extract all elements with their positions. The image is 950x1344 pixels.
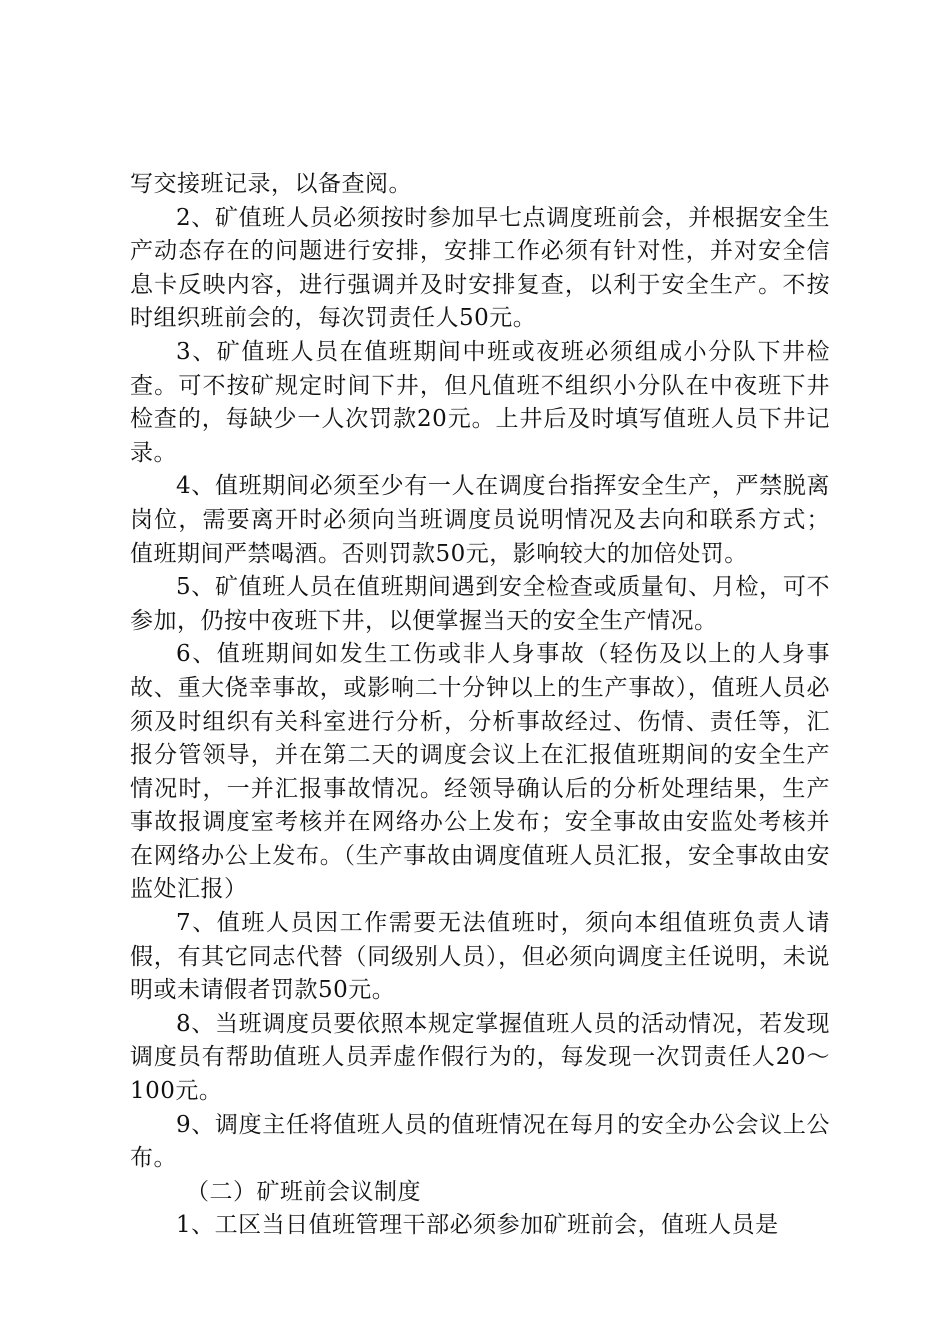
paragraph-7: 7、值班人员因工作需要无法值班时，须向本组值班负责人请假，有其它同志代替（同级别人员），但必须向调度主任说明，未说明或未请假者罚款50元。 (130, 910, 830, 1004)
paragraph-2: 2、矿值班人员必须按时参加早七点调度班前会，并根据安全生产动态存在的问题进行安排，安排工作必须有针对性，并对安全信息卡反映内容，进行强调并及时安排复查，以利于安全生产。不按时组织班前会的，每次罚责任人50元。 (130, 204, 830, 332)
paragraph-4: 4、值班期间必须至少有一人在调度台指挥安全生产，严禁脱离岗位，需要离开时必须向当班调度员说明情况及去向和联系方式；值班期间严禁喝酒。否则罚款50元，影响较大的加倍处罚。 (130, 473, 830, 567)
paragraph-5: 5、矿值班人员在值班期间遇到安全检查或质量旬、月检，可不参加，仍按中夜班下井，以便掌握当天的安全生产情况。 (130, 574, 830, 634)
paragraph-1: 写交接班记录，以备查阅。 (130, 171, 412, 197)
document-body (130, 168, 830, 1243)
paragraph-8: 8、当班调度员要依照本规定掌握值班人员的活动情况，若发现调度员有帮助值班人员弄虚作假行为的，每发现一次罚责任人20～100元。 (130, 1010, 830, 1105)
paragraph-9: 9、调度主任将值班人员的值班情况在每月的安全办公会议上公布。 (130, 1111, 830, 1172)
paragraph-11: 1、工区当日值班管理干部必须参加矿班前会，值班人员是 (176, 1212, 779, 1239)
paragraph-6: 6、值班期间如发生工伤或非人身事故（轻伤及以上的人身事故、重大侥幸事故，或影响二十分钟以上的生产事故），值班人员必须及时组织有关科室进行分析，分析事故经过、伤情、责任等，汇报分管领导，并在第二天的调度会议上在汇报值班期间的安全生产情况时，一并汇报事故情况。经领导确认后的分析处理结果，生产事故报调度室考核并在网络办公上发布；安全事故由安监处考核并在网络办公上发布。（生产事故由调度值班人员汇报，安全事故由安监处汇报） (130, 641, 830, 903)
section-heading: （二）矿班前会议制度 (186, 1178, 421, 1205)
paragraph-3: 3、矿值班人员在值班期间中班或夜班必须组成小分队下井检查。可不按矿规定时间下井，但凡值班不组织小分队在中夜班下井检查的，每缺少一人次罚款20元。上井后及时填写值班人员下井记录。 (130, 338, 830, 466)
